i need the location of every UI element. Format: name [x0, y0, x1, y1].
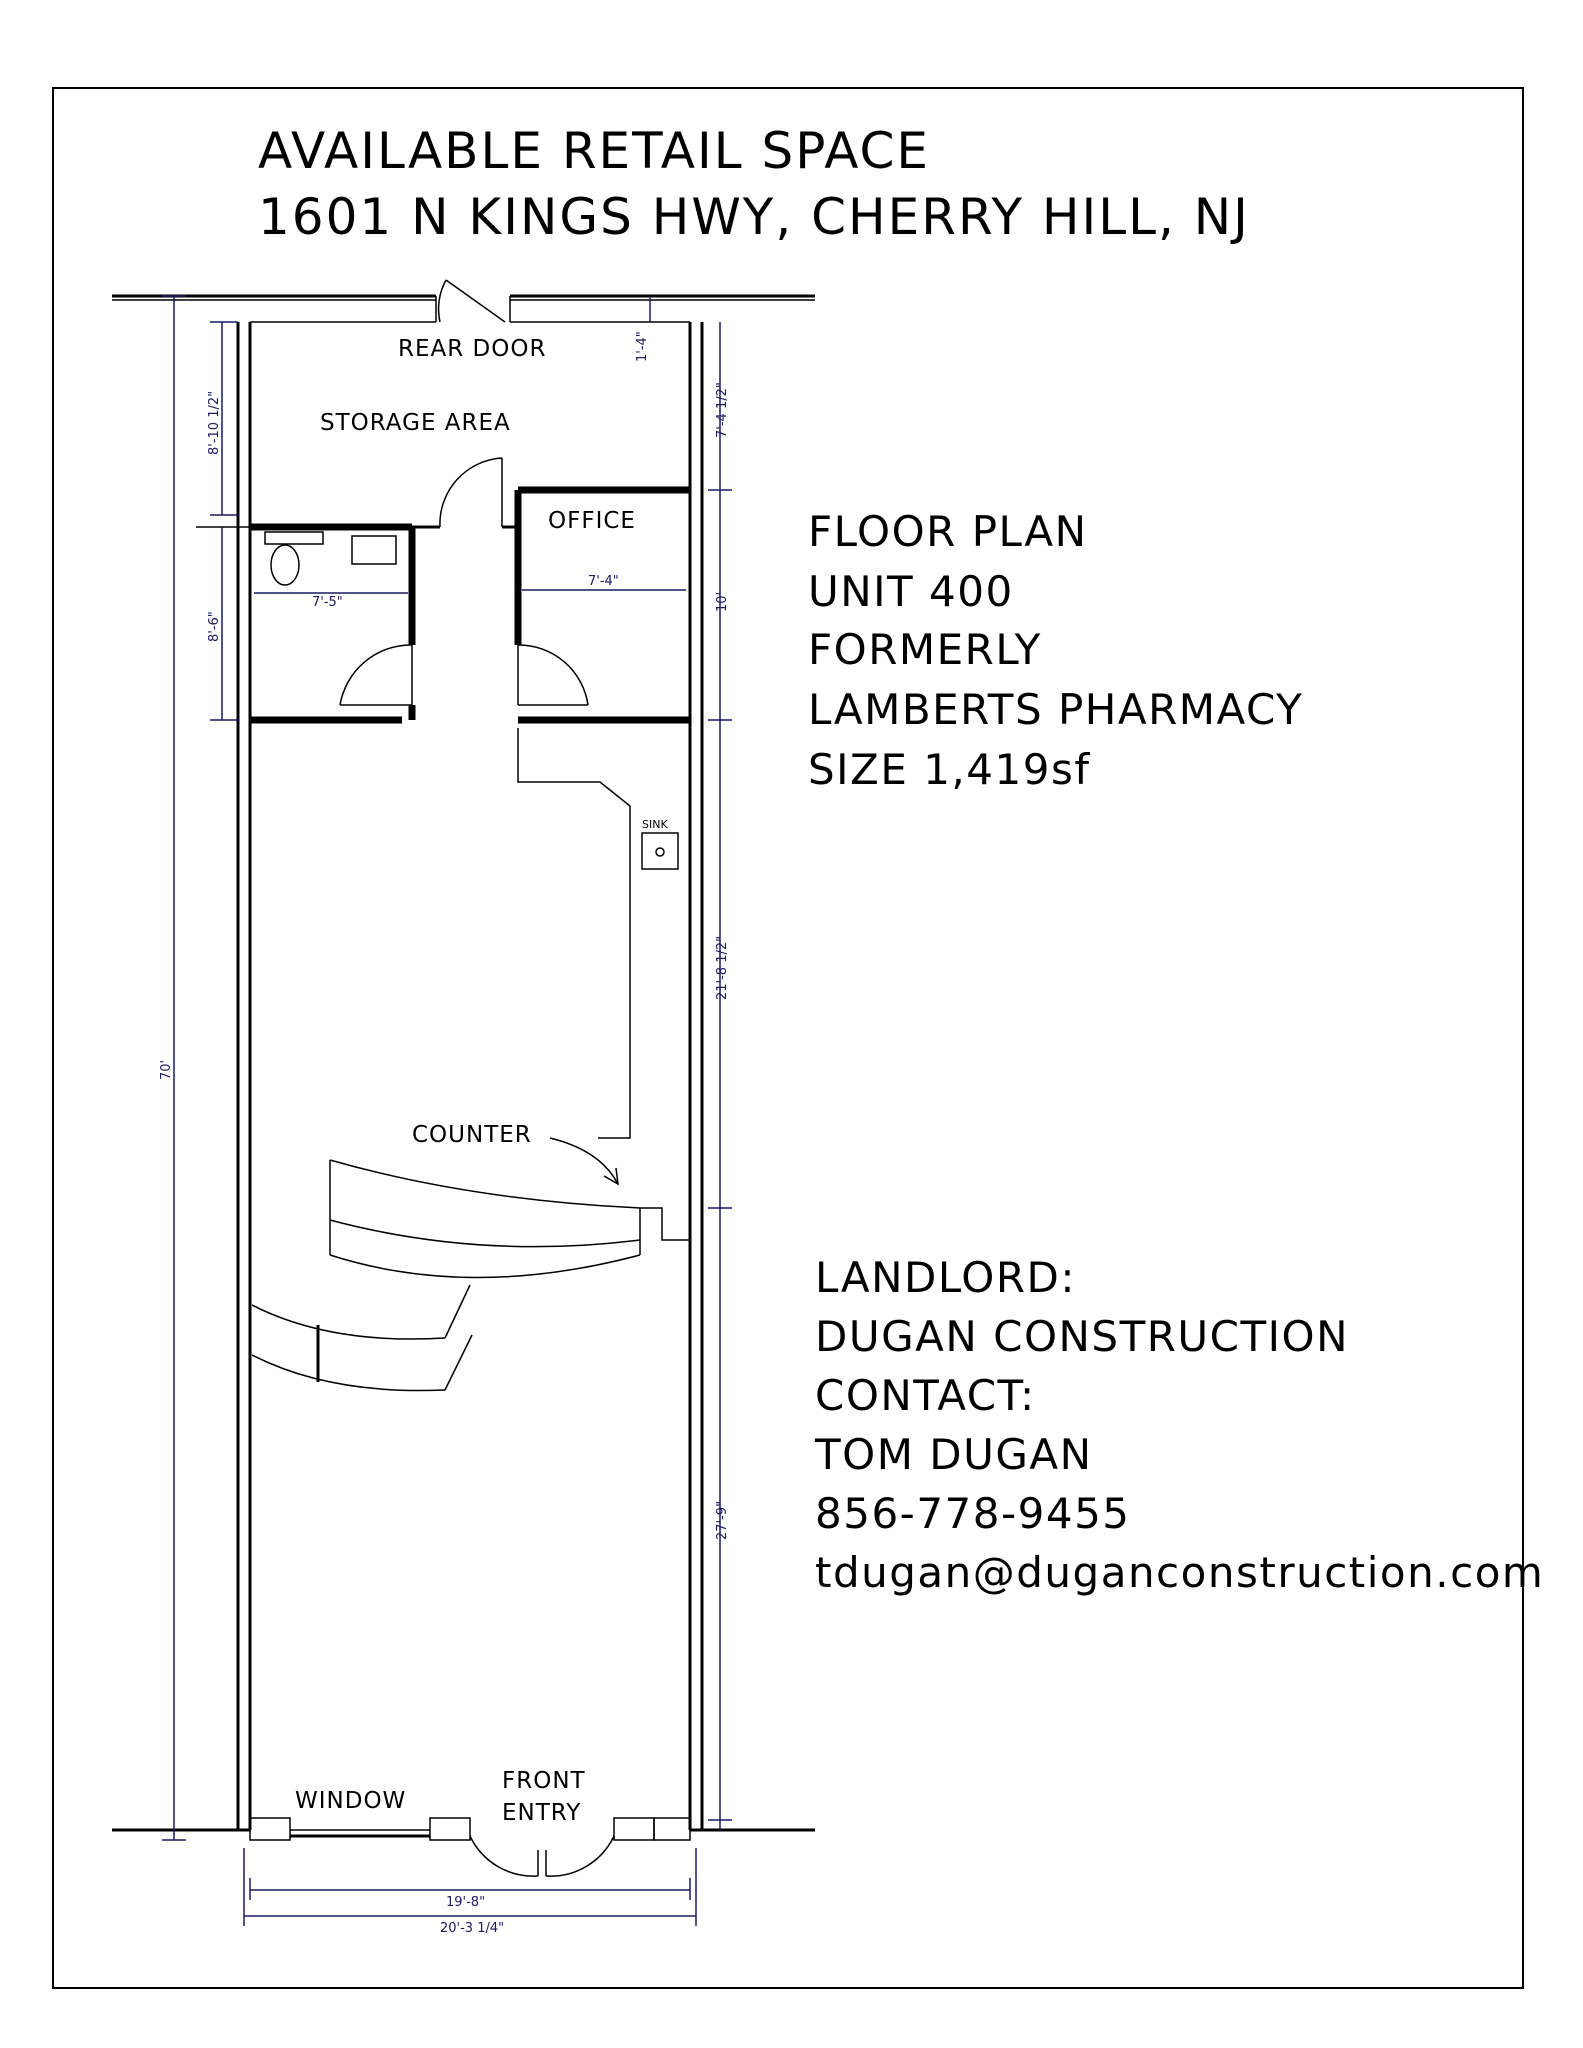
dim-right-middle: 21'-8 1/2" [715, 935, 730, 1000]
dim-right-lower: 27'-9" [715, 1500, 730, 1540]
lavatory-icon [352, 536, 396, 564]
dim-storage-depth: 8'-10 1/2" [207, 390, 222, 455]
rear-counter-outline [518, 728, 678, 1138]
dim-outer-width: 20'-3 1/4" [440, 1921, 505, 1936]
landlord-line-4: TOM DUGAN [815, 1430, 1093, 1479]
landlord-line-6: tdugan@duganconstruction.com [815, 1548, 1545, 1597]
sheet-border [53, 88, 1523, 1988]
storage-door-swing [412, 458, 518, 527]
title-line-2: 1601 N KINGS HWY, CHERRY HILL, NJ [258, 188, 1250, 246]
label-front-entry-1: FRONT [502, 1768, 586, 1794]
landlord-line-2: DUGAN CONSTRUCTION [815, 1312, 1350, 1361]
landlord-line-1: LANDLORD: [815, 1253, 1076, 1302]
plan-info-block [808, 507, 1303, 794]
dim-restroom-width: 7'-5" [312, 595, 343, 610]
label-office: OFFICE [548, 508, 636, 534]
label-counter: COUNTER [412, 1122, 532, 1148]
title-line-1: AVAILABLE RETAIL SPACE [258, 122, 931, 180]
dimension-lines [162, 296, 732, 1926]
dim-inner-width: 19'-8" [446, 1895, 486, 1910]
landlord-line-5: 856-778-9455 [815, 1489, 1131, 1538]
plan-info-line-4: LAMBERTS PHARMACY [808, 685, 1304, 734]
dim-rear-setback: 1'-4" [635, 331, 650, 362]
dim-restroom-depth: 8'-6" [207, 611, 222, 642]
front-wall [112, 1818, 815, 1876]
landlord-block [814, 1253, 1544, 1597]
label-sink: SINK [642, 818, 668, 831]
dim-office-depth: 10' [715, 591, 730, 612]
curved-counter [330, 1160, 690, 1278]
label-front-entry-2: ENTRY [502, 1800, 582, 1826]
label-window: WINDOW [295, 1788, 407, 1814]
plan-info-line-2: UNIT 400 [808, 567, 1014, 616]
front-counter [252, 1285, 472, 1391]
landlord-line-3: CONTACT: [815, 1371, 1036, 1420]
plan-info-line-1: FLOOR PLAN [808, 507, 1088, 556]
floor-plan-drawing [112, 280, 815, 1936]
rear-door-swing [439, 280, 505, 322]
plan-info-line-5: SIZE 1,419sf [808, 745, 1091, 794]
sink-icon [642, 833, 678, 869]
label-storage-area: STORAGE AREA [320, 410, 511, 436]
toilet-icon [265, 532, 323, 544]
counter-arrow [550, 1138, 618, 1184]
dim-right-upper: 7'-4 1/2" [715, 382, 730, 438]
label-rear-door: REAR DOOR [398, 336, 547, 362]
restroom [196, 527, 412, 720]
dim-overall-length: 70' [159, 1059, 174, 1080]
dim-office-width: 7'-4" [588, 574, 619, 589]
plan-info-line-3: FORMERLY [808, 625, 1042, 674]
